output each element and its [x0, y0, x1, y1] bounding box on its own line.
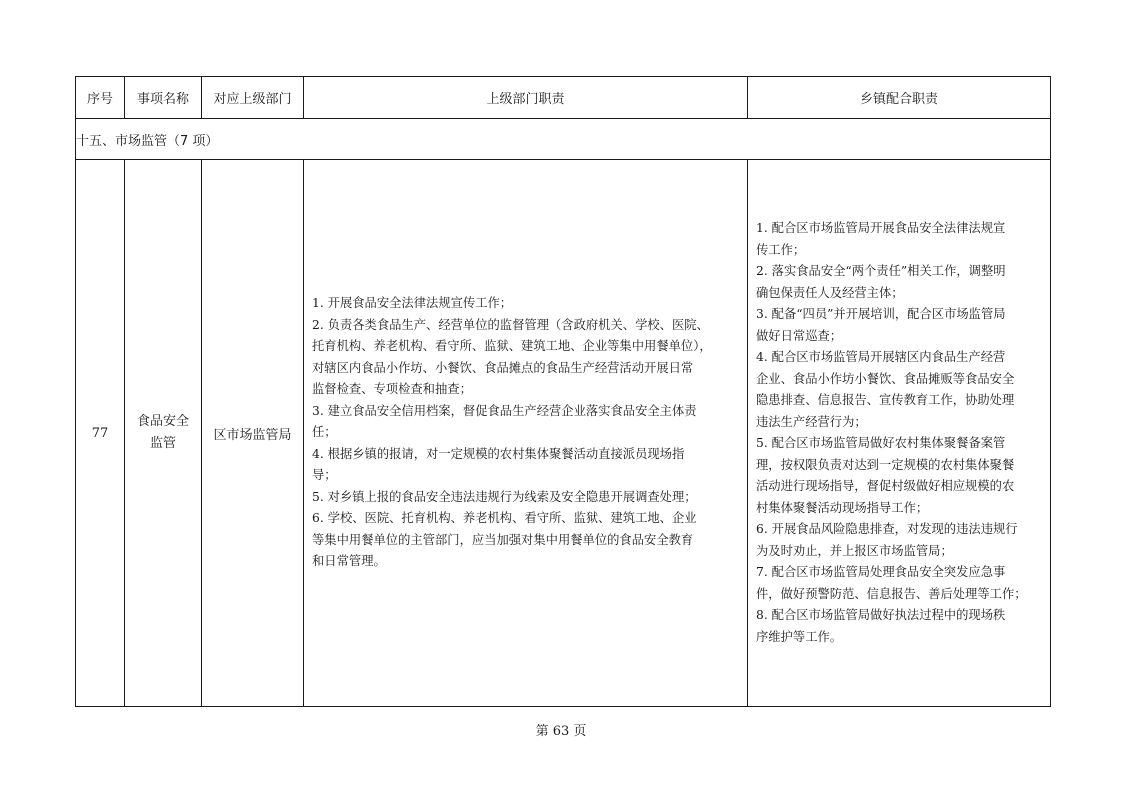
town-duty-line: 村集体聚餐活动现场指导工作； — [756, 500, 929, 515]
upper-duty-line: 1. 开展食品安全法律法规宣传工作； — [312, 296, 513, 311]
upper-duty-line: 6. 学校、医院、托育机构、养老机构、看守所、监狱、建筑工地、企业 — [312, 511, 697, 526]
upper-duty-line: 5. 对乡镇上报的食品安全违法违规行为线索及安全隐患开展调查处理； — [312, 489, 697, 504]
upper-duty-line: 3. 建立食品安全信用档案，督促食品生产经营企业落实食品安全主体责 — [312, 403, 697, 418]
row-town-duties — [748, 160, 1051, 707]
section-row — [76, 119, 1051, 160]
town-duty-line: 违法生产经营行为； — [756, 414, 867, 429]
town-duty-line: 8. 配合区市场监管局做好执法过程中的现场秩 — [756, 608, 1006, 622]
town-duty-line: 1. 配合区市场监管局开展食品安全法律法规宣 — [756, 221, 1006, 235]
town-duty-line: 2. 落实食品安全“两个责任”相关工作，调整明 — [756, 264, 1006, 278]
header-upper-duties: 上级部门职责 — [304, 77, 748, 119]
upper-duty-line: 等集中用餐单位的主管部门，应当加强对集中用餐单位的食品安全教育 — [312, 532, 694, 547]
upper-duty-line: 导； — [312, 468, 337, 483]
row-item-name — [125, 160, 202, 707]
town-duty-line: 做好日常巡查； — [756, 328, 843, 343]
town-duty-line: 企业、食品小作坊小餐饮、食品摊贩等食品安全 — [756, 371, 1015, 386]
town-duty-line: 序维护等工作。 — [756, 629, 843, 644]
town-duty-line: 4. 配合区市场监管局开展辖区内食品生产经营 — [756, 350, 1006, 364]
upper-duty-line: 任； — [312, 425, 337, 440]
row-upper-duties — [304, 160, 748, 707]
town-duty-line: 理，按权限负责对达到一定规模的农村集体聚餐 — [756, 457, 1015, 472]
town-duty-line: 7. 配合区市场监管局处理食品安全突发应急事 — [756, 565, 1006, 579]
header-item-name: 事项名称 — [125, 77, 202, 119]
row-item-name-line2: 监管 — [149, 436, 176, 451]
town-duty-line: 5. 配合区市场监管局做好农村集体聚餐备案管 — [756, 436, 1006, 450]
duty-table — [75, 76, 1051, 707]
town-duty-line: 活动进行现场指导，督促村级做好相应规模的农 — [756, 479, 1015, 493]
header-town-duties: 乡镇配合职责 — [748, 77, 1051, 119]
upper-duty-line: 托育机构、养老机构、看守所、监狱、建筑工地、企业等集中用餐单位）， — [312, 339, 712, 354]
upper-duty-line: 和日常管理。 — [312, 554, 386, 569]
upper-duty-line: 对辖区内食品小作坊、小餐饮、食品摊点的食品生产经营活动开展日常 — [312, 360, 694, 375]
table-header-row — [76, 77, 1051, 119]
upper-duty-line: 2. 负责各类食品生产、经营单位的监督管理（含政府机关、学校、医院、 — [312, 317, 709, 332]
town-duty-line: 确包保责任人及经营主体； — [756, 285, 904, 300]
town-duty-line: 传工作； — [756, 242, 806, 257]
header-dept: 对应上级部门 — [202, 77, 304, 119]
town-duty-line: 件，做好预警防范、信息报告、善后处理等工作； — [756, 586, 1027, 601]
header-seq: 序号 — [76, 77, 125, 119]
row-item-name-line1: 食品安全 — [136, 414, 189, 429]
upper-duty-line: 4. 根据乡镇的报请，对一定规模的农村集体聚餐活动直接派员现场指 — [312, 446, 685, 461]
upper-duty-line: 监督检查、专项检查和抽查； — [312, 382, 472, 397]
section-title: 十五、市场监管（7 项） — [76, 119, 1051, 160]
row-seq: 77 — [76, 160, 125, 707]
row-dept: 区市场监管局 — [202, 160, 304, 707]
town-duty-line: 3. 配备“四员”并开展培训，配合区市场监管局 — [756, 307, 1006, 321]
table-row — [76, 160, 1051, 707]
town-duty-line: 隐患排查、信息报告、宣传教育工作，协助处理 — [756, 393, 1015, 407]
town-duty-line: 6. 开展食品风险隐患排查，对发现的违法违规行 — [756, 522, 1018, 536]
page-number: 第 63 页 — [535, 724, 587, 739]
town-duty-line: 为及时劝止，并上报区市场监管局； — [756, 543, 953, 558]
